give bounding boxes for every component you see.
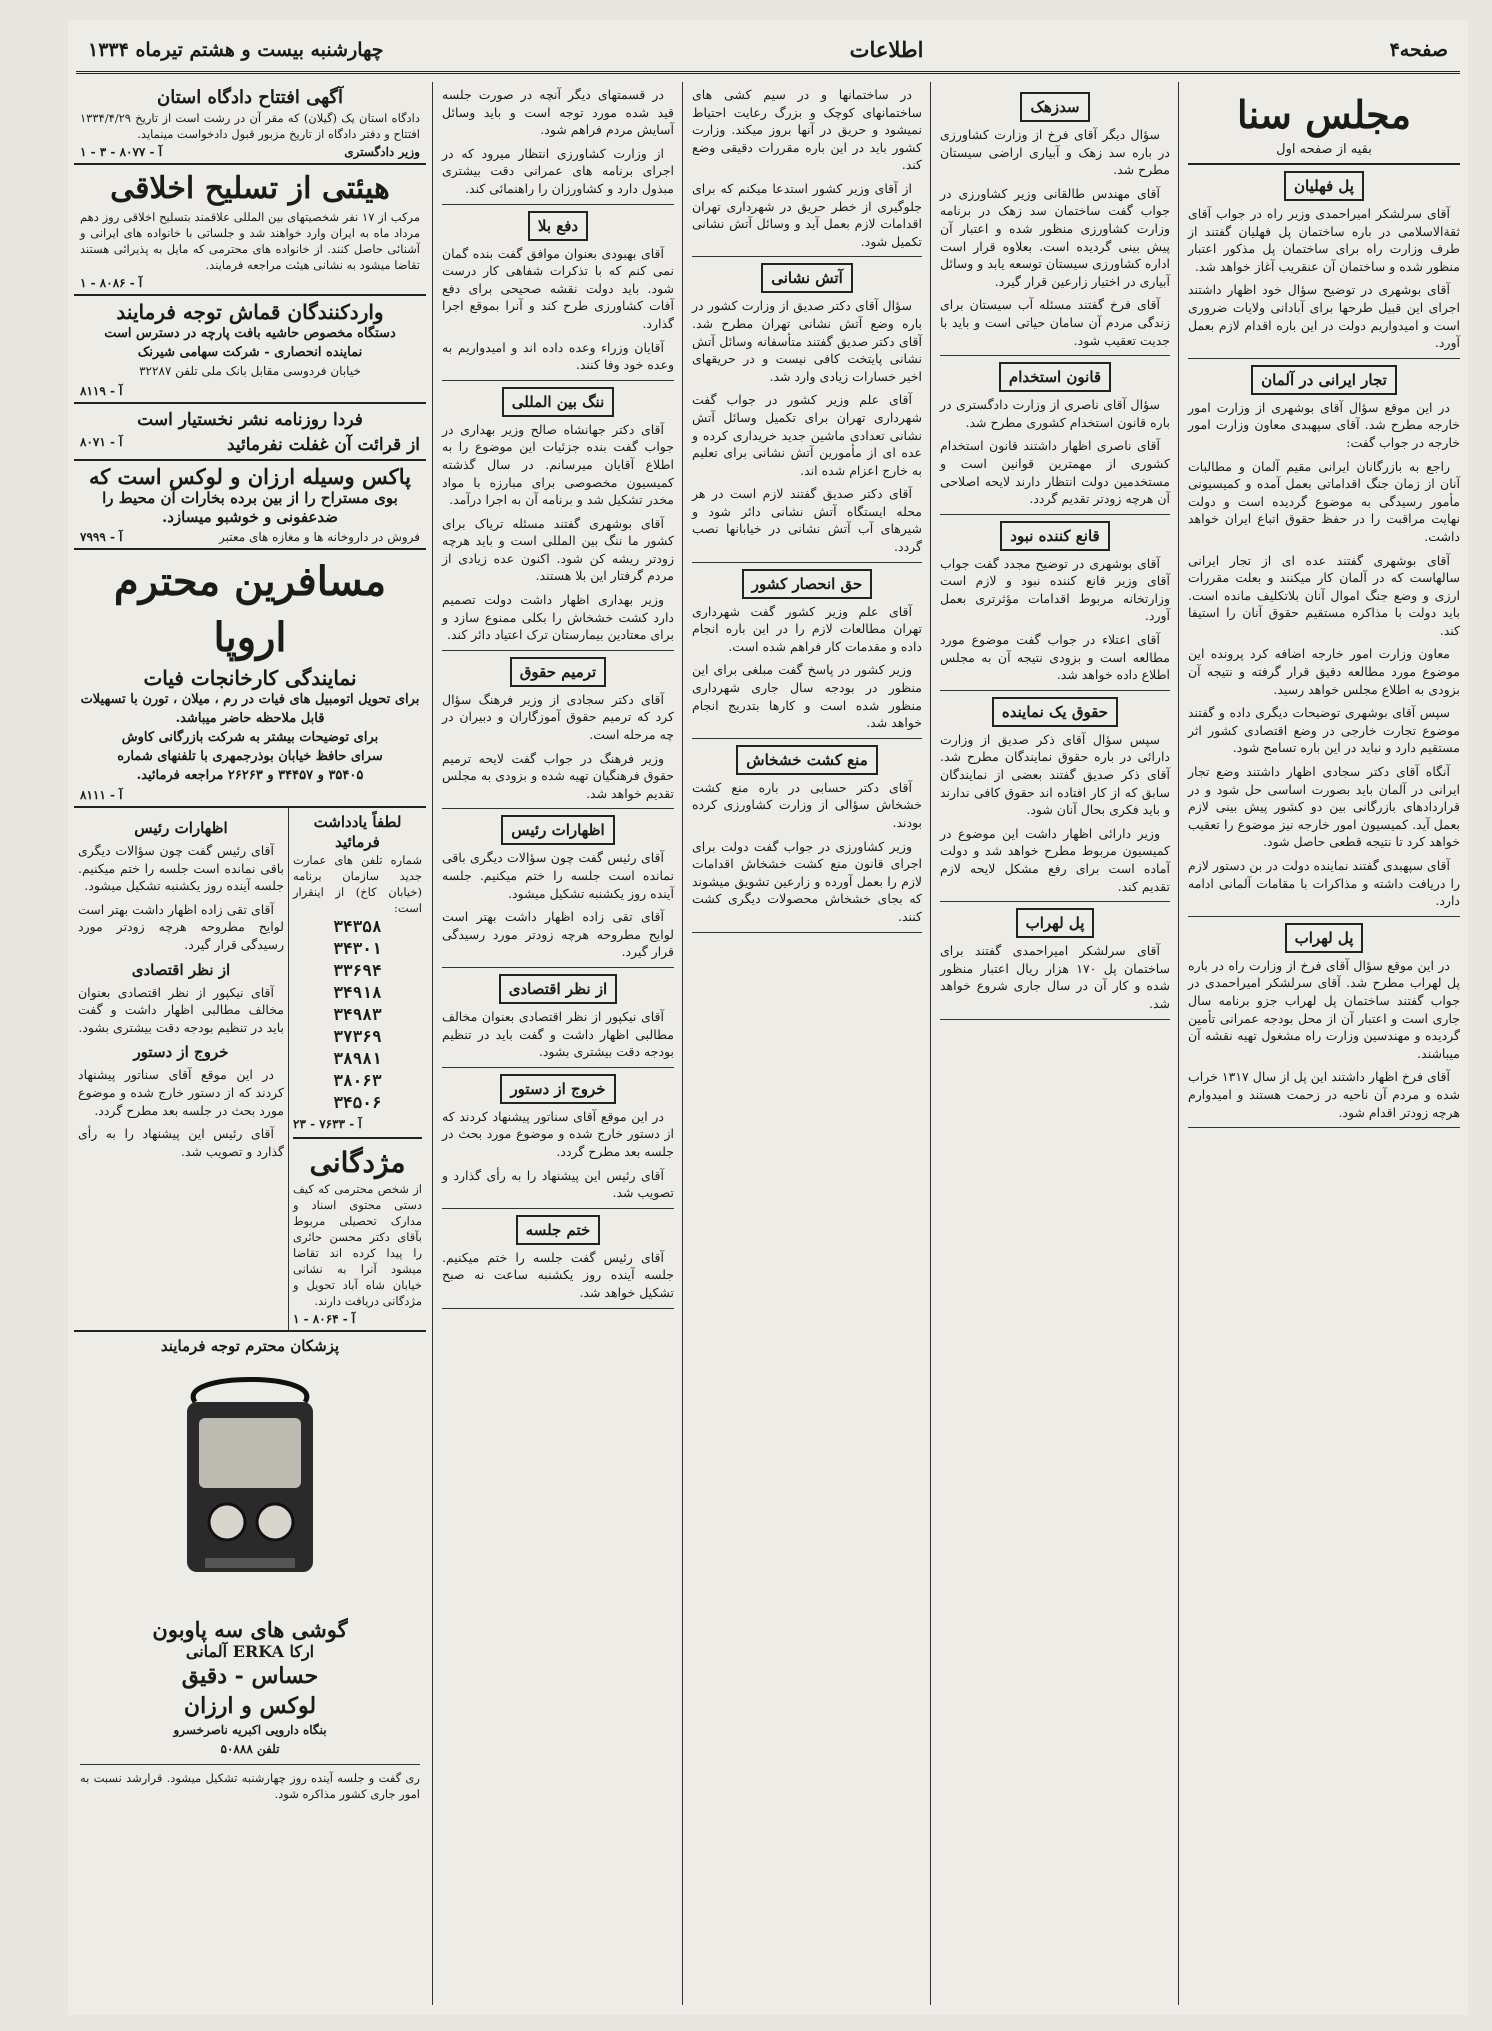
section-heading: سدزهک — [940, 92, 1170, 122]
section-heading: پل لهراب — [940, 908, 1170, 938]
ad-overflow-text — [74, 808, 288, 1330]
ad-ref: آ - ۸۱۱۹ — [80, 384, 123, 398]
ad-title: مسافرین محترم اروپا — [113, 558, 387, 661]
paragraph: آقای نیکپور از نظر اقتصادی بعنوان مخالف مطالبی اظهار داشت و گفت باید در تنظیم بودجه دقت بیشتری بشود. — [78, 984, 284, 1035]
paragraph: آقای ناصری اظهار داشتند قانون استخدام کشوری از مهمترین قوانین است و مستخدمین دولت انتظار دارند لایحه اصلاحی آن هرچه زودتر تقدیم گردد. — [940, 438, 1170, 507]
paragraph: از وزارت کشاورزی انتظار میرود که در اجرای برنامه های عمرانی دقت بیشتری مبذول دارد و کشاورزان را راهنمائی کند. — [442, 145, 674, 196]
paragraph: آقای رئیس این پیشنهاد را به رأی گذارد و تصویب شد. — [442, 1167, 674, 1201]
section-heading: ننگ بین المللی — [442, 387, 674, 417]
section-heading: قانون استخدام — [940, 362, 1170, 392]
phone-number: ۳۴۳۰۱ — [333, 939, 382, 958]
column-four — [434, 82, 682, 2005]
paragraph: آقای بوشهری گفتند مسئله تریاک برای کشور ما ننگ بین المللی است و باید هرچه زودتر ریشه کن شود. اکنون عده زیادی از مردم گرفتار این بلا هستند. — [442, 515, 674, 584]
ad-ref: آ - ۷۹۹۹ — [80, 530, 123, 544]
ad-line: فروش در داروخانه ها و مغازه های معتبر — [219, 530, 420, 544]
ad-title: هیئتی از تسلیح اخلاقی — [110, 171, 390, 206]
issue-date: چهارشنبه بیست و هشتم تیرماه ۱۳۳۴ — [88, 38, 384, 61]
ad-line: لوکس و ارزان — [183, 1693, 317, 1719]
paragraph: آقای نیکپور از نظر اقتصادی بعنوان مخالف مطالبی اظهار داشت و گفت باید در تنظیم بودجه دقت بیشتری بشود. — [442, 1008, 674, 1060]
paragraph: آقای فرخ گفتند مسئله آب سیستان برای زندگی مردم آن سامان حیاتی است و باید با جدیت تعقیب شود. — [940, 297, 1170, 348]
paragraph: آقای رئیس این پیشنهاد را به رأی گذارد و تصویب شد. — [78, 1126, 284, 1159]
paragraph: در ساختمانها و در سیم کشی های ساختمانهای کوچک و بزرگ رعایت احتیاط نمیشود و حریق در آنها بروز میکند. وزارت کشور باید در این باره مقررات دقیقی وضع کند. — [692, 87, 922, 173]
stethoscope-icon — [135, 1362, 365, 1612]
ad-fiat — [74, 550, 426, 808]
ad-line: بنگاه دارویی اکبریه ناصرخسرو — [173, 1723, 327, 1737]
paragraph: آقای بوشهری در توضیح مجدد گفت جواب آقای وزیر قانع کننده نبود و لازم است وزارتخانه مربوط اقدامات مؤثرتری بعمل آورد. — [940, 555, 1170, 624]
phone-number: ۳۴۵۰۶ — [333, 1093, 382, 1112]
section-heading: حق انحصار کشور — [692, 569, 922, 599]
paragraph: آقای بهبودی بعنوان موافق گفت بنده گمان نمی کنم که با تذکرات شفاهی کار درست شود. باید دولت نقشه صحیحی برای دفع آفات کشاورزی طرح کند و آنرا بموقع اجرا گذارد. — [442, 245, 674, 331]
paragraph: وزیر کشور در پاسخ گفت مبلغی برای این منظور در بودجه سال جاری شهرداری منظور شده است و کارها بتدریج انجام خواهد شد. — [692, 662, 922, 731]
ad-notes — [288, 808, 426, 1330]
column-three — [684, 82, 930, 2005]
column-two — [932, 82, 1178, 2005]
phone-number: ۳۸۹۸۱ — [333, 1049, 382, 1068]
ad-line: برای تحویل اتومبیل های فیات در رم ، میلان ، تورن با تسهیلات — [80, 692, 420, 707]
ad-line: دستگاه مخصوص حاشیه بافت پارچه در دسترس است — [104, 326, 396, 341]
paragraph: آقای تقی زاده اظهار داشت بهتر است لوایح مطروحه هرچه زودتر مورد رسیدگی قرار گیرد. — [78, 901, 284, 952]
paragraph: آقای تقی زاده اظهار داشت بهتر است لوایح مطروحه هرچه زودتر مورد رسیدگی قرار گیرد. — [442, 909, 674, 960]
paragraph: آقای اعتلاء در جواب گفت موضوع مورد مطالعه است و بزودی نتیجه آن به مجلس اطلاع داده خواهد شد. — [940, 632, 1170, 683]
paragraph: آقای سرلشکر امیراحمدی گفتند برای ساختمان پل ۱۷۰ هزار ریال اعتبار منظور شده و کار آن در سال جاری شروع خواهد شد. — [940, 943, 1170, 1011]
paragraph: آقای رئیس گفت جلسه را ختم میکنیم. جلسه آینده روز یکشنبه ساعت نه صبح تشکیل خواهد شد. — [442, 1249, 674, 1300]
column-ads — [68, 82, 432, 2005]
ad-line: حساس - دقیق — [181, 1663, 319, 1689]
phone-number: ۳۴۹۱۸ — [333, 983, 382, 1002]
ad-court — [74, 82, 426, 165]
paragraph: معاون وزارت امور خارجه اضافه کرد پرونده این موضوع مورد مطالعه دقیق قرار گرفته و نتیجه آن بزودی به اطلاع مجلس خواهد رسید. — [1188, 646, 1460, 697]
article-body — [692, 86, 922, 933]
ad-subtitle: نمایندگی کارخانجات فیات — [143, 666, 357, 690]
article-title: مجلس سنا — [1236, 92, 1412, 137]
column-senate — [1180, 82, 1468, 2005]
section-heading: حقوق یک نماینده — [940, 697, 1170, 727]
ad-line: خیابان فردوسی مقابل بانک ملی تلفن ۳۲۲۸۷ — [139, 364, 361, 378]
paragraph: آقای فرخ اظهار داشتند این پل از سال ۱۳۱۷ خراب شده و مردم آن ناحیه در زحمت هستند و امیدوارم هرچه زودتر اقدام شود. — [1188, 1069, 1460, 1120]
paragraph: آقای سرلشکر امیراحمدی وزیر راه در جواب آقای ثقةالاسلامی در باره ساختمان پل فهلیان گفتند از طرف وزارت راه برای ساختمان پل مذکور اعتبار منظور شده و ساختمان آن عنقریب آغاز خواهد شد. — [1188, 206, 1460, 274]
ad-body: مرکب از ۱۷ نفر شخصیتهای بین المللی علاقمند بتسلیح اخلاقی روز دهم مرداد ماه به ایران وارد خواهند شد و جلساتی با خانواده های ایرانی و آشنائی حاصل کنند. از خانواده های محترمی که مایل به پذیرائی هستند تقاضا میشود به نشانی هیئت مراجعه فرمایند. — [80, 210, 420, 272]
ad-footer: ری گفت و جلسه آینده روز چهارشنبه تشکیل میشود. قرارشد نسبت به امور جاری کشور مذاکره شود. — [80, 1771, 420, 1801]
ad-title: پزشکان محترم توجه فرمایند — [160, 1337, 340, 1355]
ad-line: سرای حافظ خیابان بوذرجمهری با تلفنهای شماره — [117, 749, 383, 764]
ad-line: فردا روزنامه نشر نخستیار است — [137, 410, 363, 430]
phone-number: ۳۸۰۶۳ — [333, 1071, 382, 1090]
paragraph: آقایان وزراء وعده داده اند و امیدواریم به وعده خود وفا کنند. — [442, 339, 674, 373]
column-rule — [432, 82, 433, 2005]
section-heading: از نظر اقتصادی — [442, 974, 674, 1004]
ad-line: ضدعفونی و خوشبو میسازد. — [161, 508, 338, 526]
column-rule — [682, 82, 683, 2005]
ad-title: لطفاً یادداشت فرمائید — [313, 813, 402, 851]
column-rule — [1178, 82, 1179, 2005]
paragraph: آقای رئیس گفت چون سؤالات دیگری باقی نمانده است جلسه را ختم میکنیم. جلسه آینده روز یکشنبه تشکیل میشود. — [78, 843, 284, 894]
article-continuation: بقیه از صفحه اول — [1276, 142, 1372, 157]
ad-ref: آ - ۸۰۷۱ — [80, 435, 123, 449]
newspaper-page — [68, 20, 1468, 2015]
ads-bottom — [74, 808, 426, 1330]
ad-line: ارکا ERKA آلمانی — [185, 1642, 315, 1661]
ad-line: قابل ملاحظه حاضر میباشد. — [175, 711, 325, 726]
section-heading: تجار ایرانی در آلمان — [1188, 365, 1460, 395]
section-heading: خروج از دستور — [442, 1074, 674, 1104]
section-heading: پل لهراب — [1188, 923, 1460, 953]
ad-brand: گوشی های سه پاوبون — [152, 1617, 348, 1642]
section-heading: دفع بلا — [442, 211, 674, 241]
paragraph: سؤال دیگر آقای فرخ از وزارت کشاورزی در باره سد زهک و آبیاری اراضی سیستان مطرح شد. — [940, 127, 1170, 178]
ad-erka — [74, 1330, 426, 1806]
paragraph: سپس سؤال آقای ذکر صدیق از وزارت دارائی در باره حقوق نمایندگان مطرح شد. آقای ذکر صدیق گفتند بعضی از نمایندگان سابق که از کار افتاده اند حقوق کافی ندارند و باید فکری بحال آنان شود. — [940, 731, 1170, 818]
ad-signer: وزیر دادگستری — [344, 145, 420, 159]
ad-title: آگهی افتتاح دادگاه استان — [157, 87, 343, 108]
ad-body: شماره تلفن های عمارت جدید سازمان برنامه (خیابان کاخ) از اینقرار است: — [293, 853, 422, 915]
paragraph: وزیر کشاورزی در جواب گفت دولت برای اجرای قانون منع کشت خشخاش اقدامات لازم را بعمل آورده و زارعین تشویق میشوند که بجای خشخاش محصولات دیگری کشت کنند. — [692, 838, 922, 924]
ad-body: دادگاه استان یک (گیلان) که مقر آن در رشت است از تاریخ ۱۳۳۴/۴/۲۹ افتتاح و دفتر دادگاه از تاریخ مزبور قبول دادخواست مینماید. — [80, 111, 420, 141]
ad-title: واردکنندگان قماش توجه فرمایند — [116, 300, 384, 324]
paragraph: در این موقع آقای سناتور پیشنهاد کردند که از دستور خارج شده و موضوع مورد بحث در جلسه بعد مطرح گردد. — [78, 1067, 284, 1118]
phone-number: ۳۳۶۹۴ — [333, 961, 382, 980]
paragraph: آقای سپهبدی گفتند نماینده دولت در بن دستور لازم را دریافت داشته و مذاکرات با مقامات آلمانی ادامه دارد. — [1188, 858, 1460, 909]
ad-newspaper — [74, 404, 426, 461]
phone-list — [293, 916, 422, 1114]
section-heading: قانع کننده نبود — [940, 521, 1170, 551]
ad-line: برای توضیحات بیشتر به شرکت بازرگانی کاوش — [121, 730, 379, 745]
ad-line: نماینده انحصاری - شرکت سهامی شیرنک — [137, 345, 363, 360]
section-heading: پل فهلیان — [1188, 171, 1460, 201]
ad-title: پاکس وسیله ارزان و لوکس است که — [88, 464, 411, 489]
paper-name: اطلاعات — [849, 37, 924, 62]
ad-ref: آ - ۸۱۱۱ — [80, 788, 123, 802]
phone-number: ۳۴۳۵۸ — [333, 917, 382, 936]
paragraph: در این موقع آقای سناتور پیشنهاد کردند که از دستور خارج شده و موضوع مورد بحث در جلسه بعد مطرح گردد. — [442, 1108, 674, 1159]
section-heading: منع کشت خشخاش — [692, 745, 922, 775]
paragraph: آقای علم وزیر کشور در جواب گفت شهرداری تهران برای تکمیل وسائل آتش نشانی تعدادی ماشین جدید خریداری کرده و عده ای از مأمورین آتش نشانی برای تعلیم به خارج اعزام شده اند. — [692, 392, 922, 478]
paragraph: وزیر فرهنگ در جواب گفت لایحه ترمیم حقوق فرهنگیان تهیه شده و بزودی به مجلس تقدیم خواهد شد. — [442, 750, 674, 801]
paragraph: آنگاه آقای دکتر سجادی اظهار داشتند وضع تجار ایرانی در آلمان باید بصورت اساسی حل شود و در قراردادهای بازرگانی بین دو کشور پیش بینی لازم بعمل آید. کمیسیون امور خارجه نیز موضوع را تعقیب خواهد کرد تا نتیجه قطعی حاصل شود. — [1188, 764, 1460, 850]
ad-title: مژدگانی — [309, 1146, 406, 1179]
article-body — [78, 818, 284, 1160]
paragraph: آقای دکتر صدیق گفتند لازم است در هر محله ایستگاه آتش نشانی دائر شود و شیرهای آب آتش نشانی در خیابانها نصب گردد. — [692, 486, 922, 555]
ad-line: بوی مستراح را از بین برده بخارات آن محیط را — [102, 489, 398, 507]
phone-number: ۳۴۹۸۳ — [333, 1005, 382, 1024]
paragraph: سؤال آقای ناصری از وزارت دادگستری در باره قانون استخدام کشوری مطرح شد. — [940, 397, 1170, 430]
ad-fabric — [74, 296, 426, 404]
ad-ref: آ - ۸۰۶۴ - ۱ — [293, 1312, 356, 1326]
article-body — [442, 86, 674, 1309]
paragraph: در این موقع سؤال آقای بوشهری از وزارت امور خارجه مطرح شد. آقای سپهبدی معاون وزارت امور خارجه در جواب گفت: — [1188, 399, 1460, 450]
paragraph: آقای بوشهری در توضیح سؤال خود اظهار داشتند اجرای این قبیل طرحها برای آبادانی ولایات ضروری است و امیدواریم دولت در این باره اقدام لازم بعمل آورد. — [1188, 282, 1460, 351]
paragraph: آقای مهندس طالقانی وزیر کشاورزی در جواب گفت ساختمان سد زهک در برنامه وزارت کشاورزی منظور شده و اعتبار آن پیش بینی گردیده است. بعلاوه قرار است اداره کشاورزی سیستان توسعه یابد و وسائل آبیاری در اختیار زارعین قرار گیرد. — [940, 185, 1170, 289]
paragraph: راجع به بازرگانان ایرانی مقیم آلمان و مطالبات آنان از زمان جنگ اقداماتی بعمل آمده و کمیسیونی مأمور رسیدگی به موضوع گردیده است و دولت نهایت مراقبت را در حفظ حقوق اتباع ایران خواهد داشت. — [1188, 458, 1460, 544]
paragraph: آقای دکتر حسابی در باره منع کشت خشخاش سؤالی از وزارت کشاورزی کرده بودند. — [692, 779, 922, 830]
article-body — [1188, 171, 1460, 1128]
paragraph: از آقای وزیر کشور استدعا میکنم که برای جلوگیری از خطر حریق در شهرداری تهران اقدامات لازم بعمل آید و وسائل آتش نشانی تکمیل شود. — [692, 180, 922, 249]
section-heading: خروج از دستور — [133, 1043, 229, 1062]
ad-body: از شخص محترمی که کیف دستی محتوی اسناد و مدارک تحصیلی مربوط بآقای دکتر محسن حائری را پیدا کرده اند تقاضا میشود آنرا به نشانی خیابان شاه آباد تحویل و مژدگانی دریافت دارند. — [293, 1182, 422, 1308]
paragraph: سؤال آقای دکتر صدیق از وزارت کشور در باره وضع آتش نشانی تهران مطرح شد. آقای دکتر صدیق گفتند متأسفانه وسائل آتش نشانی پایتخت کافی نیست و در حریقهای اخیر خسارات زیادی وارد شد. — [692, 298, 922, 384]
paragraph: آقای رئیس گفت چون سؤالات دیگری باقی نمانده است جلسه را ختم میکنیم. جلسه آینده روز یکشنبه تشکیل میشود. — [442, 850, 674, 901]
paragraph: سپس آقای بوشهری توضیحات دیگری داده و گفتند موضوع تجارت خارجی در وضع اقتصادی کشور اثر مستقیم دارد و نباید در این باره تسامح شود. — [1188, 705, 1460, 756]
paragraph: آقای دکتر سجادی از وزیر فرهنگ سؤال کرد که ترمیم حقوق آموزگاران و دبیران در چه مرحله است. — [442, 691, 674, 743]
ad-ref: آ - ۸۰۸۶ - ۱ — [80, 276, 143, 290]
phone-number: ۳۷۳۶۹ — [333, 1027, 382, 1046]
ad-ref: آ - ۸۰۷۷ - ۳ - ۱ — [80, 145, 163, 159]
ad-line: ۳۵۴۰۵ و ۳۴۴۵۷ و ۲۶۲۶۳ مراجعه فرمائید. — [136, 768, 364, 783]
paragraph: آقای بوشهری گفتند عده ای از تجار ایرانی سالهاست که در آلمان کار میکنند و بعلت مقررات ارزی و وضع جنگ اموال آنان بلاتکلیف مانده است. باید دولت با مذاکره مستقیم حقوق آنان را استیفا کند. — [1188, 552, 1460, 638]
ad-line: از قرائت آن غفلت نفرمائید — [226, 435, 420, 455]
masthead — [76, 28, 1460, 74]
column-rule — [930, 82, 931, 2005]
section-heading: اظهارات رئیس — [134, 819, 228, 837]
ad-line: تلفن ۵۰۸۸۸ — [220, 1742, 280, 1756]
ad-pax — [74, 461, 426, 550]
article-body — [940, 92, 1170, 1020]
ad-ref: آ - ۷۶۳۳ - ۲۳ — [293, 1117, 362, 1131]
section-heading: از نظر اقتصادی — [131, 960, 231, 979]
paragraph: وزیر بهداری اظهار داشت دولت تصمیم دارد کشت خشخاش را بکلی ممنوع سازد و برای معتادین بیمارستان ترک اعتیاد دائر کند. — [442, 592, 674, 643]
paragraph: در این موقع سؤال آقای فرخ از وزارت راه در باره پل لهراب مطرح شد. آقای سرلشکر امیراحمدی در جواب گفتند ساختمان پل لهراب جزو برنامه سال جاری است و اعتبار آن از محل بودجه عمرانی تأمین گردیده و مهندسین وزارت راه مشغول تهیه نقشه آن میباشند. — [1188, 957, 1460, 1061]
paragraph: در قسمتهای دیگر آنچه در صورت جلسه قید شده مورد توجه است و باید وسائل آسایش مردم فراهم شود. — [442, 87, 674, 138]
page-number: صفحه۴ — [1389, 38, 1448, 61]
paragraph: آقای علم وزیر کشور گفت شهرداری تهران مطالعات لازم را در این باره انجام داده و مقدمات کار فراهم شده است. — [692, 603, 922, 654]
stethoscope-image — [135, 1362, 365, 1612]
section-heading: آتش نشانی — [692, 263, 922, 293]
section-heading: اظهارات رئیس — [442, 815, 674, 845]
paragraph: آقای دکتر جهانشاه صالح وزیر بهداری در جواب گفت بنده جزئیات این موضوع را به اطلاع آقایان میرسانم. در سال گذشته کمیسیون مخصوصی برای مبارزه با مواد مخدر تشکیل شد و برنامه آن به اجرا درآمد. — [442, 421, 674, 508]
ad-ethics — [74, 165, 426, 296]
section-heading: ختم جلسه — [442, 1215, 674, 1245]
section-heading: ترمیم حقوق — [442, 657, 674, 687]
paragraph: وزیر دارائی اظهار داشت این موضوع در کمیسیون مربوط مطرح خواهد شد و دولت آماده است برای رفع مشکل لایحه لازم تقدیم کند. — [940, 825, 1170, 894]
